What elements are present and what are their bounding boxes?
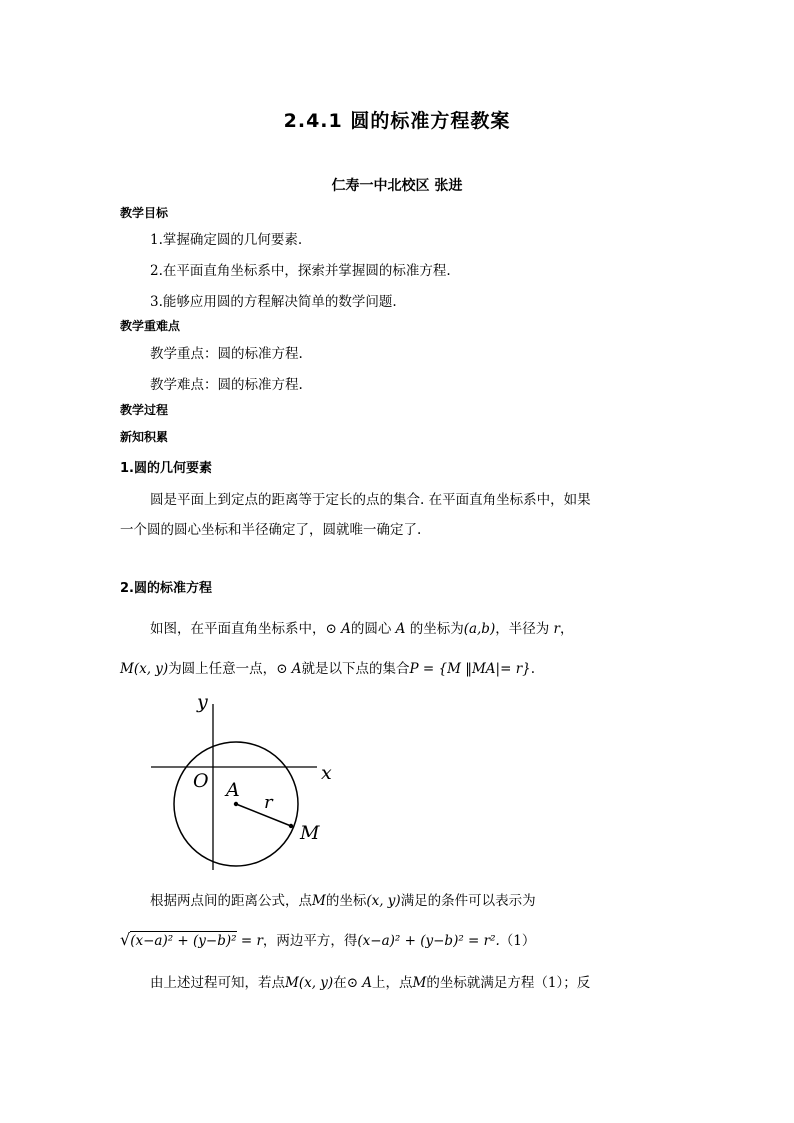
x-axis-label: x [321, 762, 332, 784]
text-segment: 由上述过程可知，若点 [150, 975, 285, 991]
text-segment: ，两边平方，得 [262, 933, 358, 949]
text-segment: 就是以下点的集合 [301, 661, 410, 677]
equation-number: （1） [499, 933, 536, 949]
key-point-2: 教学难点：圆的标准方程. [150, 377, 303, 393]
center-label: A [226, 779, 240, 801]
part2-line1 [150, 617, 573, 637]
part2-line2 [120, 657, 535, 677]
point-M-label: M [300, 822, 320, 844]
math-A: A [291, 661, 302, 677]
page-title: 2.4.1 圆的标准方程教案 [283, 110, 511, 132]
sqrt-symbol: √ [120, 930, 131, 949]
math-sqrt-radicand: (x−a)² + (y−b)² [130, 933, 237, 949]
text-segment: 上，点 [372, 975, 413, 991]
circle-symbol: ⊙ [325, 621, 337, 637]
text-segment: 如图，在平面直角坐标系中， [150, 621, 326, 637]
math-A: A [362, 975, 373, 991]
text-segment: . [530, 661, 536, 677]
center-point [234, 802, 238, 806]
math-xy: (x, y) [133, 661, 169, 677]
math-A: A [395, 621, 406, 637]
key-point-1: 教学重点：圆的标准方程. [150, 346, 303, 362]
goals-heading: 教学目标 [120, 206, 169, 220]
math-set: P = {M ‖MA|= r} [409, 661, 531, 677]
math-coord-ab: (a,b) [463, 621, 496, 637]
math-M: M [412, 975, 427, 991]
key-points-heading: 教学重难点 [120, 319, 181, 333]
y-axis-label: y [197, 691, 208, 713]
part1-heading: 1.圆的几何要素 [120, 461, 212, 476]
origin-label: O [193, 770, 209, 792]
text-segment: 根据两点间的距离公式，点 [150, 893, 312, 909]
circle-symbol: ⊙ [276, 661, 288, 677]
math-M: M [285, 975, 299, 991]
math-M: M [120, 661, 134, 677]
math-r: r [553, 621, 560, 637]
math-xy: (x, y) [366, 893, 401, 909]
radius-label: r [264, 792, 273, 813]
goal-item-3: 3.能够应用圆的方程解决简单的数学问题. [150, 294, 397, 310]
part2-heading: 2.圆的标准方程 [120, 581, 212, 596]
point-M [289, 824, 293, 828]
text-segment: 的坐标为 [409, 621, 464, 637]
author-line: 仁寿一中北校区 张进 [331, 178, 463, 194]
circle-symbol: ⊙ [346, 975, 358, 991]
text-segment: 为圆上任意一点， [168, 661, 277, 677]
process-heading: 教学过程 [120, 403, 169, 417]
goal-item-2: 2.在平面直角坐标系中，探索并掌握圆的标准方程. [150, 263, 451, 279]
math-equation-1: (x−a)² + (y−b)² = r². [357, 933, 500, 949]
text-segment: 的坐标 [325, 893, 367, 909]
text-segment: 在 [333, 975, 347, 991]
part1-text-line2: 一个圆的圆心坐标和半径确定了，圆就唯一确定了. [120, 522, 422, 538]
text-segment: 满足的条件可以表示为 [400, 893, 536, 909]
goal-item-1: 1.掌握确定圆的几何要素. [150, 232, 303, 248]
part2-line3 [150, 889, 536, 909]
math-A: A [341, 621, 351, 637]
text-segment: 的圆心 [350, 621, 392, 637]
math-xy: (x, y) [298, 975, 334, 991]
text-segment: 的坐标就满足方程（1）；反 [426, 975, 591, 991]
new-knowledge-heading: 新知积累 [120, 430, 169, 444]
part2-line4 [120, 929, 535, 949]
circle-figure [145, 690, 345, 880]
part1-text-line1: 圆是平面上到定点的距离等于定长的点的集合. 在平面直角坐标系中，如果 [150, 492, 591, 508]
text-segment: ，半径为 [495, 621, 550, 637]
math-M: M [312, 893, 326, 909]
part2-line5 [150, 971, 590, 991]
math-eq-r: = r [236, 933, 263, 949]
text-segment: ， [559, 621, 574, 637]
